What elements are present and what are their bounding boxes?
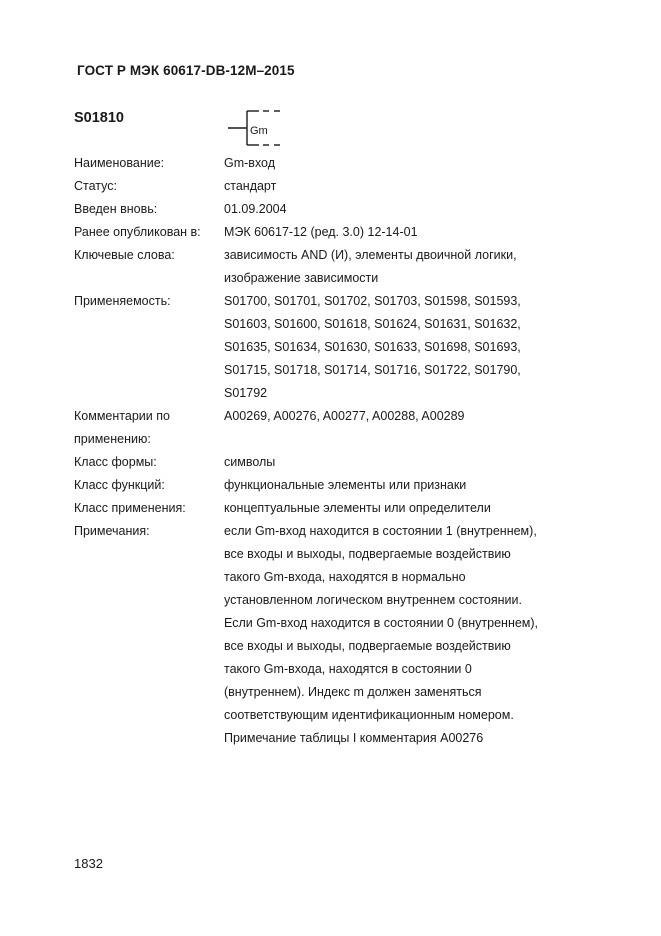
attribute-row	[74, 152, 634, 175]
attribute-label-line: Комментарии по	[74, 409, 170, 423]
attribute-value-line: S01792	[224, 386, 268, 400]
attribute-label: Статус:	[74, 179, 117, 193]
attribute-value-line: Примечание таблицы I комментария A00276	[224, 731, 484, 745]
attribute-value-line: (внутреннем). Индекс m должен заменяться	[224, 685, 482, 699]
attribute-row	[74, 497, 634, 520]
attribute-label: Класс применения:	[74, 501, 186, 515]
attribute-value-line: такого Gm-входа, находятся в нормально	[224, 570, 466, 584]
attribute-label: Применяемость:	[74, 294, 171, 308]
attribute-value	[224, 405, 634, 428]
attribute-value-line: Если Gm-вход находится в состоянии 0 (внутреннем),	[224, 616, 539, 630]
gm-input-symbol-icon	[226, 105, 296, 151]
attribute-row	[74, 405, 634, 451]
attribute-value	[224, 290, 634, 405]
attribute-label	[74, 405, 224, 451]
attribute-label: Ранее опубликован в:	[74, 225, 201, 239]
attribute-label: Класс формы:	[74, 455, 157, 469]
attribute-value-line: соответствующим идентификационным номером.	[224, 708, 514, 722]
attribute-row	[74, 198, 634, 221]
attribute-value	[224, 175, 634, 198]
attribute-row	[74, 221, 634, 244]
attribute-row	[74, 451, 634, 474]
attribute-value-line: Gm-вход	[224, 156, 276, 170]
attribute-value	[224, 474, 634, 497]
attribute-row	[74, 290, 634, 405]
attribute-value-line: S01635, S01634, S01630, S01633, S01698, S01693,	[224, 340, 521, 354]
attribute-value-line: S01603, S01600, S01618, S01624, S01631, S01632,	[224, 317, 521, 331]
attribute-label: Класс функций:	[74, 478, 165, 492]
attribute-value-line: МЭК 60617-12 (ред. 3.0) 12-14-01	[224, 225, 418, 239]
attribute-row	[74, 175, 634, 198]
attribute-label: Ключевые слова:	[74, 248, 175, 262]
attribute-value-line: A00269, A00276, A00277, A00288, A00289	[224, 409, 465, 423]
attribute-value	[224, 221, 634, 244]
attribute-label: Наименование:	[74, 156, 165, 170]
attribute-value-line: зависимость AND (И), элементы двоичной логики,	[224, 248, 517, 262]
attribute-value-line: установленном логическом внутреннем состоянии.	[224, 593, 522, 607]
attribute-value-line: если Gm-вход находится в состоянии 1 (внутреннем),	[224, 524, 537, 538]
attribute-value	[224, 244, 634, 290]
attribute-value	[224, 451, 634, 474]
attribute-value-line: S01700, S01701, S01702, S01703, S01598, S01593,	[224, 294, 521, 308]
attribute-value-line: все входы и выходы, подвергаемые воздействию	[224, 547, 511, 561]
attribute-label: Введен вновь:	[74, 202, 158, 216]
attribute-value	[224, 198, 634, 221]
attribute-value	[224, 497, 634, 520]
attribute-value-line: S01715, S01718, S01714, S01716, S01722, S01790,	[224, 363, 521, 377]
attribute-value-line: такого Gm-входа, находятся в состоянии 0	[224, 662, 472, 676]
attribute-value-line: 01.09.2004	[224, 202, 287, 216]
attribute-value-line: символы	[224, 455, 276, 469]
attribute-table	[74, 152, 634, 750]
attribute-label-line: применению:	[74, 432, 151, 446]
page-number: 1832	[74, 856, 103, 871]
attribute-value-line: концептуальные элементы или определители	[224, 501, 491, 515]
symbol-code: S01810	[74, 110, 124, 126]
attribute-value-line: все входы и выходы, подвергаемые воздействию	[224, 639, 511, 653]
attribute-value-line: изображение зависимости	[224, 271, 379, 285]
symbol-graphic-label: Gm	[250, 125, 268, 137]
attribute-value	[224, 520, 634, 750]
attribute-label: Примечания:	[74, 524, 150, 538]
attribute-value-line: стандарт	[224, 179, 277, 193]
document-header-title: ГОСТ Р МЭК 60617-DB-12M–2015	[77, 63, 295, 78]
attribute-row	[74, 244, 634, 290]
attribute-row	[74, 520, 634, 750]
attribute-row	[74, 474, 634, 497]
attribute-value	[224, 152, 634, 175]
attribute-value-line: функциональные элементы или признаки	[224, 478, 467, 492]
